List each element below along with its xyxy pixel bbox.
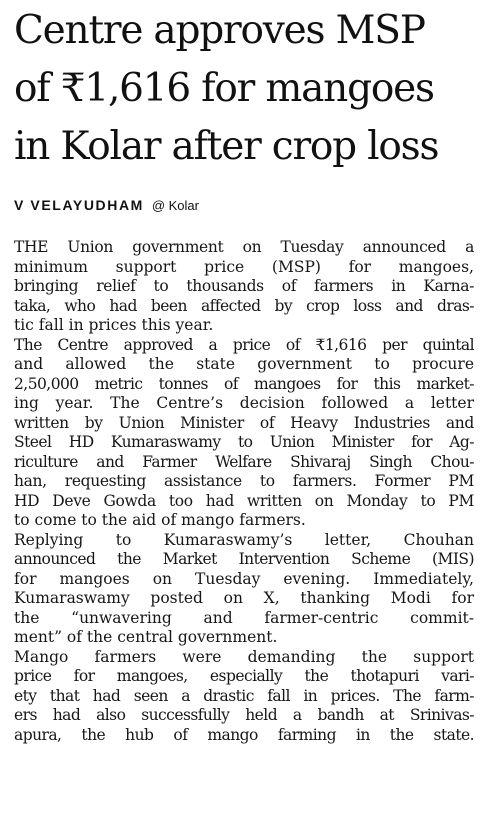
body-line: HD Deve Gowda too had written on Monday to PM [14, 491, 474, 510]
body-line: tic fall in prices this year. [14, 316, 214, 334]
headline-line-3: in Kolar after crop loss [14, 124, 439, 169]
paragraph-2 [14, 336, 474, 531]
body-line: Kumaraswamy posted on X, thanking Modi for [14, 589, 474, 607]
headline [14, 2, 476, 176]
body-line: Replying to Kumaraswamy’s letter, Chouhan [14, 530, 474, 549]
body-line: apura, the hub of mango farming in the state. [14, 725, 474, 744]
body-line: ing year. The Centre’s decision followed a letter [14, 394, 474, 412]
body-line: minimum support price (MSP) for mangoes, [14, 257, 474, 276]
body-line: announced the Market Intervention Scheme (MIS) [14, 550, 474, 568]
body-line: Mango farmers were demanding the support [14, 647, 474, 666]
body-line: price for mangoes, especially the thotapuri vari- [14, 667, 474, 685]
body-line: The Centre approved a price of ₹1,616 per quintal [14, 335, 474, 354]
body-line: Steel HD Kumaraswamy to Union Minister for Ag- [14, 433, 474, 451]
body-line: for mangoes on Tuesday evening. Immediately, [14, 569, 474, 588]
byline [14, 196, 199, 215]
body-line: written by Union Minister of Heavy Industries and [14, 413, 474, 432]
body-line: bringing relief to thousands of farmers in Karna- [14, 277, 474, 295]
body-line: ment” of the central government. [14, 628, 278, 646]
body-line: riculture and Farmer Welfare Shivaraj Singh Chou- [14, 452, 474, 471]
headline-line-2: of ₹1,616 for mangoes [14, 66, 434, 111]
body-line: han, requesting assistance to farmers. Former PM [14, 472, 474, 490]
body-line: ers had also successfully held a bandh at Srinivas- [14, 706, 474, 724]
body-line: taka, who had been affected by crop loss and dras- [14, 296, 474, 315]
headline-line-1: Centre approves MSP [14, 8, 425, 53]
body-line: the “unwavering and farmer-centric commit- [14, 608, 474, 627]
article-body [14, 238, 474, 745]
body-line: and allowed the state government to procure [14, 355, 474, 373]
byline-location: @ Kolar [151, 198, 199, 213]
paragraph-3 [14, 531, 474, 648]
paragraph-4 [14, 648, 474, 746]
body-line: ety that had seen a drastic fall in prices. The farm- [14, 686, 474, 705]
body-line: THE Union government on Tuesday announced a [14, 238, 474, 256]
body-line: to come to the aid of mango farmers. [14, 511, 306, 529]
byline-author: V VELAYUDHAM [14, 197, 144, 213]
paragraph-1 [14, 238, 474, 336]
body-line: 2,50,000 metric tonnes of mangoes for this market- [14, 374, 474, 393]
